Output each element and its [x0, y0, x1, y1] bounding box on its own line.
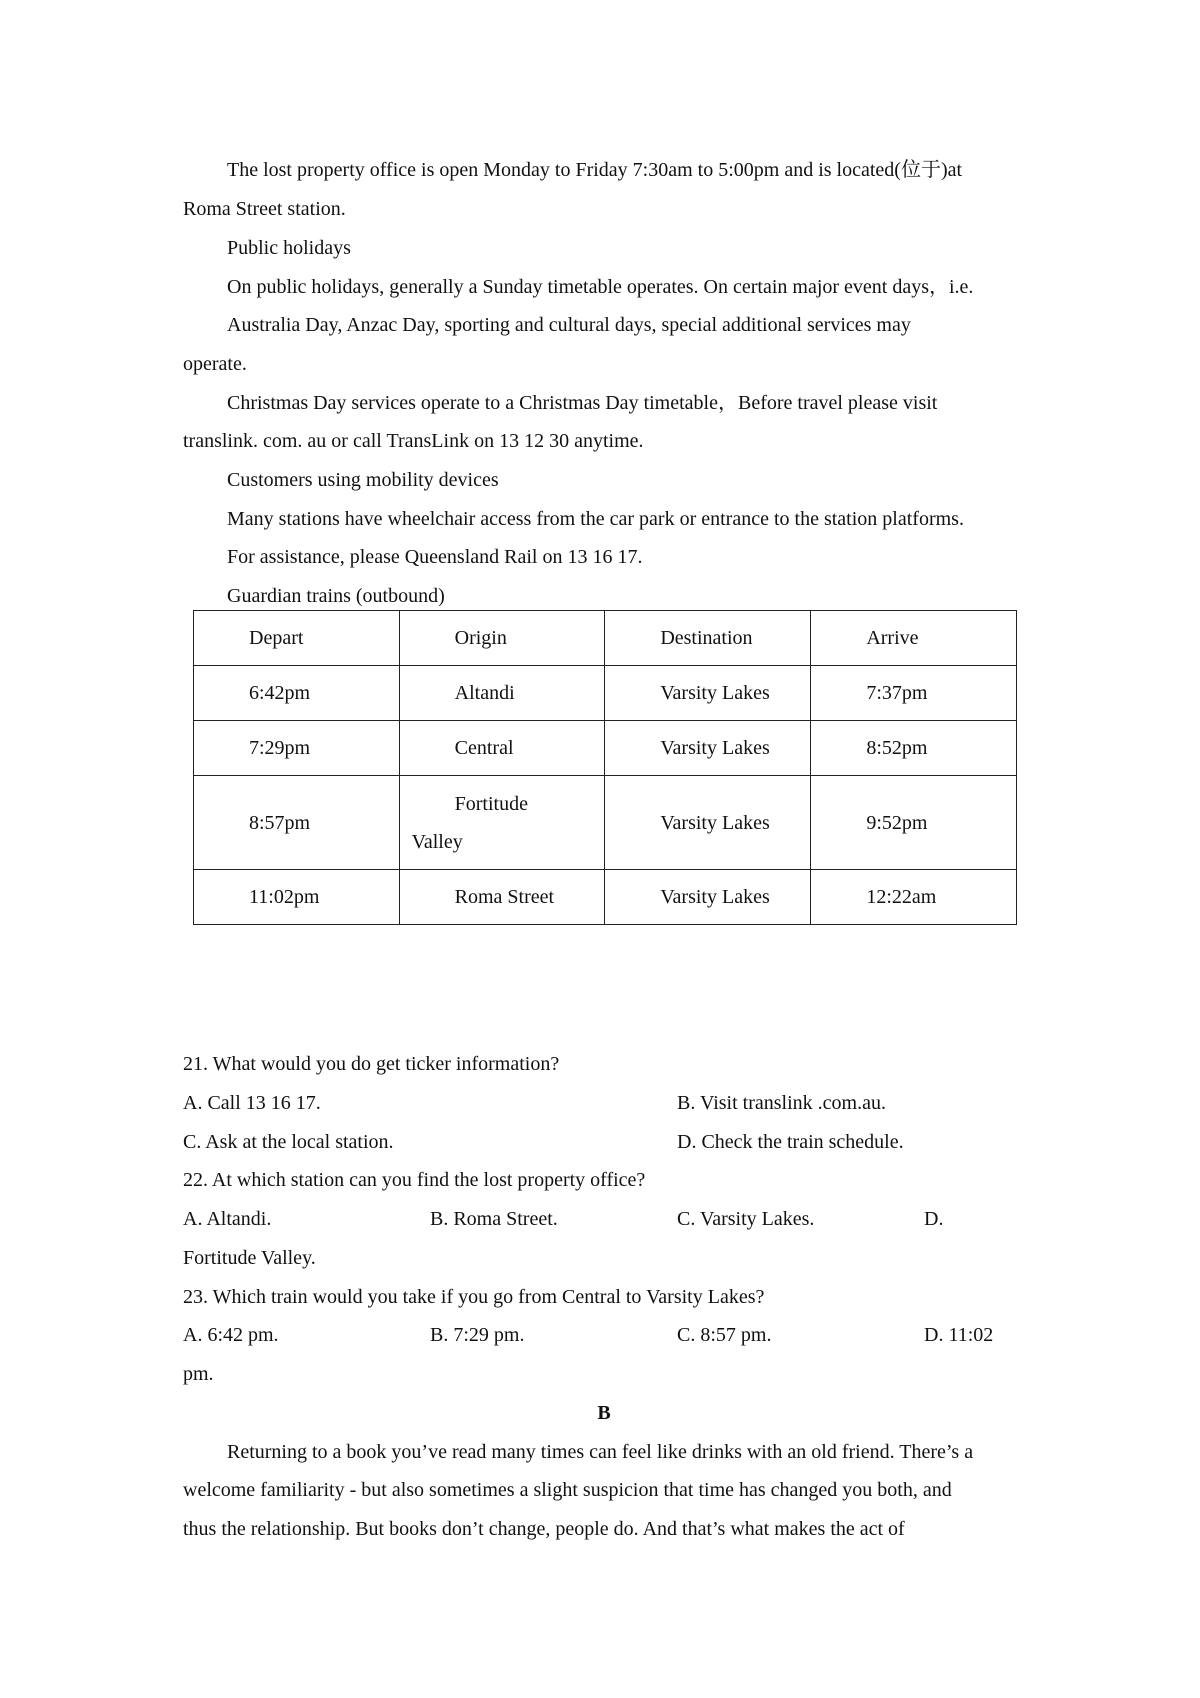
- column-header-depart: Depart: [249, 627, 304, 649]
- table-row: [194, 666, 1017, 721]
- passage-b-line: thus the relationship. But books don’t change, people do. And that’s what makes the act of: [183, 1518, 905, 1540]
- passage-line: operate.: [183, 353, 247, 375]
- passage-line: Roma Street station.: [183, 198, 346, 220]
- column-header-origin: Origin: [454, 627, 507, 649]
- question-22-stem: 22. At which station can you find the lost property office?: [183, 1169, 646, 1191]
- question-21-option-a: A. Call 13 16 17.: [183, 1092, 321, 1114]
- passage-line: On public holidays, generally a Sunday timetable operates. On certain major event days，i.e.: [227, 276, 974, 298]
- table-row: [194, 776, 1017, 870]
- passage-b-line: Returning to a book you’ve read many times can feel like drinks with an old friend. There’s a: [227, 1441, 974, 1463]
- table-caption: Guardian trains (outbound): [227, 585, 445, 607]
- table-cell: Varsity Lakes: [660, 811, 770, 834]
- table-cell: Varsity Lakes: [660, 886, 770, 908]
- table-header-row: [194, 611, 1017, 666]
- question-21-option-c: C. Ask at the local station.: [183, 1131, 394, 1153]
- table-cell: Altandi: [454, 682, 515, 704]
- table-cell: 7:29pm: [249, 737, 311, 759]
- table-row: [194, 721, 1017, 776]
- passage-b-line: welcome familiarity - but also sometimes a slight suspicion that time has changed you both, and: [183, 1479, 952, 1501]
- section-heading-public-holidays: Public holidays: [227, 237, 351, 259]
- question-22-option-d-continued: Fortitude Valley.: [183, 1247, 316, 1269]
- passage-line: Christmas Day services operate to a Christmas Day timetable，Before travel please visit: [227, 392, 938, 414]
- question-23-option-c: C. 8:57 pm.: [677, 1324, 772, 1346]
- table-cell: Central: [454, 737, 514, 759]
- question-23-option-b: B. 7:29 pm.: [430, 1324, 525, 1346]
- table-cell: 9:52pm: [866, 811, 928, 834]
- passage-line: The lost property office is open Monday to Friday 7:30am to 5:00pm and is located(位于)at: [227, 159, 963, 181]
- table-cell: 6:42pm: [249, 682, 311, 704]
- passage-line: Many stations have wheelchair access from the car park or entrance to the station platforms.: [227, 508, 964, 530]
- question-22-option-c: C. Varsity Lakes.: [677, 1208, 815, 1230]
- question-21-option-b: B. Visit translink .com.au.: [677, 1092, 886, 1114]
- table-cell-line: Fortitude: [454, 792, 528, 815]
- column-header-arrive: Arrive: [866, 627, 919, 649]
- column-header-destination: Destination: [660, 627, 753, 649]
- train-timetable: [193, 610, 1017, 925]
- passage-line: For assistance, please Queensland Rail on 13 16 17.: [227, 546, 643, 568]
- question-21-stem: 21. What would you do get ticker information?: [183, 1053, 560, 1075]
- question-23-option-d-continued: pm.: [183, 1363, 214, 1385]
- question-23-option-d: D. 11:02: [924, 1324, 994, 1346]
- section-heading-mobility: Customers using mobility devices: [227, 469, 499, 491]
- table-cell-wrapped: [399, 776, 605, 870]
- question-21-option-d: D. Check the train schedule.: [677, 1131, 904, 1153]
- table-cell: 7:37pm: [866, 682, 928, 704]
- table-cell: 8:52pm: [866, 737, 928, 759]
- question-22-option-b: B. Roma Street.: [430, 1208, 558, 1230]
- table-cell: Varsity Lakes: [660, 737, 770, 759]
- passage-line: translink. com. au or call TransLink on 13 12 30 anytime.: [183, 430, 644, 452]
- question-22-option-d: D.: [924, 1208, 944, 1230]
- question-23-option-a: A. 6:42 pm.: [183, 1324, 279, 1346]
- table-cell: Varsity Lakes: [660, 682, 770, 704]
- section-b-heading: B: [597, 1402, 611, 1424]
- table-cell: Roma Street: [454, 886, 555, 908]
- question-23-stem: 23. Which train would you take if you go from Central to Varsity Lakes?: [183, 1286, 765, 1308]
- question-22-option-a: A. Altandi.: [183, 1208, 272, 1230]
- table-cell: 11:02pm: [249, 886, 320, 908]
- table-cell: 8:57pm: [249, 811, 311, 834]
- table-row: [194, 870, 1017, 925]
- table-cell: 12:22am: [866, 886, 937, 908]
- table-cell-line: Valley: [411, 830, 463, 853]
- passage-line: Australia Day, Anzac Day, sporting and cultural days, special additional services may: [227, 314, 911, 336]
